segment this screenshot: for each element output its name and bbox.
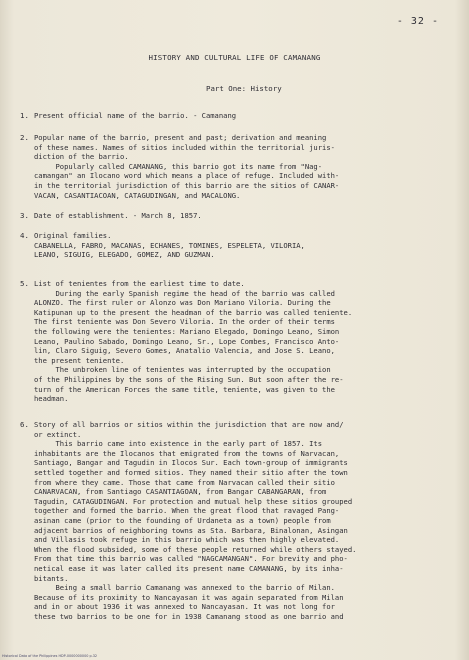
text-line: and in or about 1936 it was annexed to Nancayasan. It was not long for <box>34 602 335 612</box>
text-line: together and formed the barrio. When the great flood that ravaged Pang- <box>34 506 340 516</box>
text-line: Tagudin, CATAGUDINGAN. For protection and mutual help these sitios grouped <box>34 496 353 506</box>
text-line: diction of the barrio. <box>34 152 129 162</box>
archive-footer: Historical Data of the Philippines HDP-0000000000 p.32 <box>2 654 98 658</box>
text-line: Leano, Paulino Sabado, Domingo Leano, Sr., Lope Combes, Francisco Anto- <box>34 336 340 346</box>
item-number: 6. <box>20 420 29 429</box>
text-line: Original families. <box>34 231 112 240</box>
text-line: Present official name of the barrio. - Camanang <box>34 111 237 120</box>
text-line: Popular name of the barrio, present and past; derivation and meaning <box>34 133 327 142</box>
page-subtitle: Part One: History <box>206 84 282 93</box>
text-line: The unbroken line of tenientes was interrupted by the occupation <box>34 365 331 375</box>
text-line: the present teniente. <box>34 355 125 365</box>
text-line: of the Philippines by the sons of the Rising Sun. But soon after the re- <box>34 374 344 384</box>
text-line: This barrio came into existence in the early part of 1857. Its <box>34 439 323 449</box>
text-line: bitants. <box>34 573 69 583</box>
text-line: asinan came (prior to the founding of Urdaneta as a town) people from <box>34 515 331 525</box>
text-line: The first teniente was Don Severo Viloria. In the order of their terms <box>34 317 335 327</box>
text-line: ALONZO. The first ruler or Alonzo was Don Mariano Viloria. During the <box>34 298 331 308</box>
item-number: 4. <box>20 231 29 240</box>
text-line: Date of establishment. - March 8, 1857. <box>34 211 202 220</box>
text-line: CABANELLA, FABRO, MACANAS, ECHANES, TOMINES, ESPELETA, VILORIA, <box>34 240 305 250</box>
text-line: settled together and formed sitios. They named their sitio after the town <box>34 467 348 477</box>
page-title: HISTORY AND CULTURAL LIFE OF CAMANANG <box>148 53 321 62</box>
text-line: these two barrios to be one for in 1938 Camanang stood as one barrio and <box>34 611 344 621</box>
item-body <box>34 420 450 621</box>
text-line: Story of all barrios or sitios within the jurisdiction that are now and/ <box>34 420 344 429</box>
text-line: VACAN, CASANTIACOAN, CATAGUDINGAN, and MACALONG. <box>34 190 241 200</box>
item-number: 1. <box>20 111 29 120</box>
text-line: Santiago, Bangar and Tagudin in Ilocos Sur. Each town-group of immigrants <box>34 458 348 468</box>
text-line: CANARVACAN, from Santiago CASANTIAGOAN, from Bangar CABANGARAN, from <box>34 487 327 497</box>
text-line: netical ease it was later called its present name CAMANANG, by its inha- <box>34 563 344 573</box>
text-line: Because of its proximity to Nancayasan it was again separated from Milan <box>34 592 344 602</box>
item-body <box>34 231 450 260</box>
page-number: - 32 - <box>396 16 439 27</box>
item-body <box>34 279 450 404</box>
text-line: List of tenientes from the earliest time to date. <box>34 279 245 288</box>
text-line: camangan" an Ilocano word which means a place of refuge. Included with- <box>34 171 340 181</box>
text-line: from where they came. Those that came from Narvacan called their sitio <box>34 477 335 487</box>
item-body <box>34 211 450 221</box>
text-line: or extinct. <box>34 429 82 439</box>
text-line: During the early Spanish regime the head of the barrio was called <box>34 288 335 298</box>
item-number: 2. <box>20 133 29 142</box>
text-line: headman. <box>34 394 69 404</box>
text-line: Being a small barrio Camanang was annexed to the barrio of Milan. <box>34 583 335 593</box>
text-line: When the flood subsided, some of these people returned while others stayed. <box>34 544 357 554</box>
text-line: and Villasis took refuge in this barrio which was then highly elevated. <box>34 535 340 545</box>
text-line: From that time this barrio was called "NAGCAMANGAN". For brevity and pho- <box>34 554 348 564</box>
text-line: the following were the tenientes: Mariano Elegado, Domingo Leano, Simon <box>34 326 340 336</box>
text-line: lin, Claro Siguig, Severo Gomes, Anatalio Valencia, and Jose S. Leano, <box>34 346 335 356</box>
text-line: in the territorial jurisdiction of this barrio are the sitios of CANAR- <box>34 180 340 190</box>
text-line: turn of the American Forces the same title, teniente, was given to the <box>34 384 335 394</box>
text-line: Popularly called CAMANANG, this barrio got its name from "Nag- <box>34 161 323 171</box>
item-number: 5. <box>20 279 29 288</box>
item-body <box>34 133 450 200</box>
text-line: inhabitants are the Ilocanos that emigrated from the towns of Narvacan, <box>34 448 340 458</box>
item-number: 3. <box>20 211 29 220</box>
text-line: Katipunan up to the present the headman of the barrio was called teniente. <box>34 307 353 317</box>
text-line: LEANO, SIGUIG, ELEGADO, GOMEZ, AND GUZMAN. <box>34 250 215 260</box>
text-line: adjacent barrios of neighboring towns as Sta. Barbara, Binalonan, Asingan <box>34 525 348 535</box>
text-line: of these names. Names of sitios included within the territorial juris- <box>34 142 335 152</box>
item-body <box>34 111 450 121</box>
